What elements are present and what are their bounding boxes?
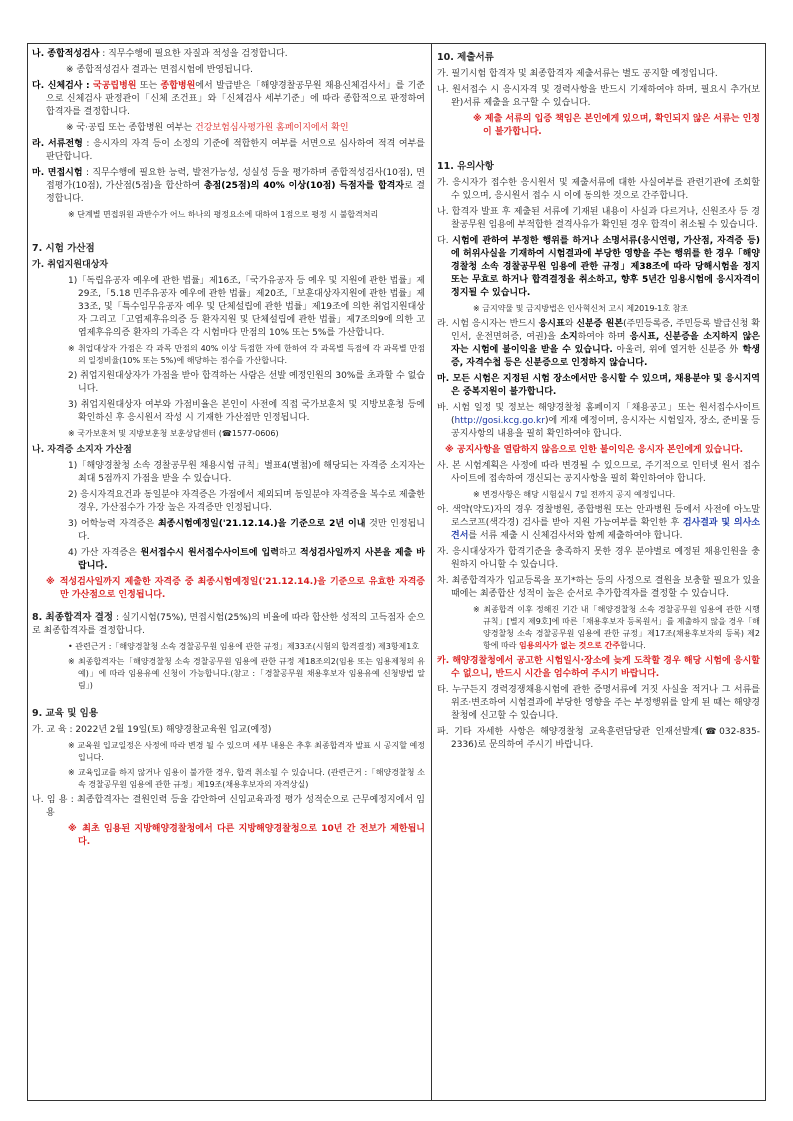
notice-sa-note: ※ 변경사항은 해당 시험실시 7일 전까지 공지 예정입니다.: [473, 490, 676, 499]
employment-support-item-2: 2) 취업지원대상자가 가점을 받아 합격하는 사람은 선발 예정인원의 30%를 초과할 수 없습니다.: [68, 371, 425, 394]
text: 또는: [136, 81, 161, 91]
text: 것만 인정됩니다.: [78, 519, 426, 542]
text: 다.: [437, 236, 453, 246]
veterans-center-note: ※ 국가보훈처 및 지방보훈청 보훈상담센터 (☎1577-0606): [68, 429, 279, 438]
text: 응시표: [538, 319, 565, 329]
aptitude-label: 나. 종합적성검사: [32, 49, 100, 59]
text: 소지: [560, 332, 578, 342]
text: 바. 시험 일정 및 정보는 해양경찰청 홈페이지「채용공고」또는 원서접수사이트(: [437, 403, 760, 426]
employment-support-item-1: 1)「독립유공자 예우에 관한 법률」제16조,「국가유공자 등 예우 및 지원에 관한 법률」제29조,「5.18 민주유공자 예우에 관한 법률」제20조,「보훈대상자지원에 관한 법률」제33조, 및「특수임무유공자 예우 및 단체설립에 관한 법률」제19조에 의한 취업지원대상자 그리고「고엽제후유의증 등 환자지원 및 단체설립에 관한 법률」제7조의9에 의한 고엽제후유의증 환자의 가족은 각 시험마다 만점의 10% 또는 5%를 가산합니다.: [68, 276, 425, 338]
submission-warning-note: ※ 제출 서류의 입증 책임은 본인에게 있으며, 확인되지 않은 서류는 인정이 불가합니다.: [473, 114, 760, 137]
employment-support-item-3: 3) 취업지원대상자 여부와 가점비율은 본인이 사전에 직접 국가보훈처 및 지방보훈청 등에 확인하신 후 응시원서 작성 시 기재한 가산점만 인정됩니다.: [68, 400, 425, 423]
hira-website-reference: 건강보험심사평가원 홈페이지에서 확인: [195, 123, 349, 133]
text: 신분증 원본: [576, 319, 624, 329]
text: 학생증, 자격수첩 등은 신분증으로 인정하지 않습니다.: [451, 345, 760, 368]
education-note-2: ※ 교육입교를 하지 않거나 임용이 불가한 경우, 합격 취소될 수 있습니다. (관련근거 :「해양경찰청 소속 경찰공무원 임용에 관한 규정」제19조(채용후보자의 자격상실): [68, 768, 425, 789]
notice-ra: [437, 318, 760, 370]
interview-label: 마. 면접시험: [32, 168, 83, 178]
notice-ba-warning: ※ 공지사항을 열람하지 않음으로 인한 불이익은 응시자 본인에게 있습니다.: [445, 445, 744, 455]
notice-da-note: ※ 금지약물 및 금지방법은 인사혁신처 고시 제2019-1호 참조: [473, 304, 689, 313]
right-column: [437, 48, 760, 755]
notice-sa: 사. 본 시험계획은 사정에 따라 변경될 수 있으므로, 주기적으로 인터넷 원서 접수사이트에 접속하여 갱신되는 공지사항을 필히 확인하여야 합니다.: [437, 461, 760, 484]
submission-item-ga: 가. 필기시험 합격자 및 최종합격자 제출서류는 별도 공지할 예정입니다.: [437, 69, 718, 79]
aptitude-text: : 직무수행에 필요한 자질과 적성을 검정합니다.: [99, 49, 288, 59]
section-aptitude-test: [32, 48, 425, 61]
final-pass-basis: • 관련근거 :「해양경찰청 소속 경찰공무원 임용에 관한 규정」제33조(시험의 합격결정) 제3항제1호: [68, 642, 420, 651]
final-pass-deferral-note: ※ 최종합격자는「해양경찰청 소속 경찰공무원 임용에 관한 규정 제18조의2(임용 또는 임용제청의 유예)」에 따라 임용유예 신청이 가능합니다.(참고 :「경찰공무원 채용후보자 임용유예 신청방법 알림」): [68, 657, 425, 690]
text: )에 게재 예정이며, 응시자는 시험일자, 장소, 준비물 등 공지사항의 내용을 필히 확인하여야 합니다.: [451, 416, 760, 439]
text: ※ 최종합격 이후 정해진 기간 내「해양경찰청 소속 경찰공무원 임용에 관한 시행규칙」[별지 제9호]에 따른「채용후보자 등록원서」를 제출하지 않을 경우「해양경찰청 소속 경찰공무원 임용에 관한 규정」제17조(채용후보자의 등록) 제2항에 따라: [473, 605, 760, 650]
text: 3) 어학능력 자격증은: [68, 519, 158, 529]
document-page: [27, 43, 766, 1101]
text: 에서 발급받은「해양경찰공무원 채용신체검사서」를 기준으로 신체검사 판정관이「신체 조건표」와「신체검사 세부기준」에 따라 종합적으로 판정하여 합격자를 결정합니다.: [46, 81, 425, 117]
text: 응시표, 신분증을 소지하지 않은 자는 시험에 불이익을 받을 수 있습니다.: [451, 332, 760, 355]
text: 시험에 관하여 부정한 행위를 하거나 소명서류(응시연령, 가산점, 자격증 등)에 허위사실을 기재하여 시험결과에 부당한 영향을 주는 행위를 한 경우「해양경찰청 소속 경찰공무원 임용에 관한 규정」제38조에 따라 당해시험을 정지 또는 무효로 하거나 합격결정을 취소하고, 향후 5년간 임용시험에 응시자격이 정지될 수 있습니다.: [451, 236, 760, 298]
notice-ka: 카. 해양경찰청에서 공고한 시험일시·장소에 늦게 도착할 경우 해당 시험에 응시할 수 없으니, 반드시 시간을 엄수하여 주시기 바랍니다.: [437, 656, 760, 679]
pass-criteria: 총점(25점)의 40% 이상(10점) 득점자를 합격자: [203, 181, 405, 191]
section-interview: [32, 167, 425, 206]
notice-ga: 가. 응시자가 접수한 응시원서 및 제출서류에 대한 사실여부를 관련기관에 조회할 수 있으며, 응시원서 접수 시 이에 동의한 것으로 간주합니다.: [437, 178, 760, 201]
transfer-restriction-note: ※ 최초 임용된 지방해양경찰청에서 다른 지방해양경찰청으로 10년 간 전보가 제한됩니다.: [68, 824, 425, 847]
text: ※ 국·공립 또는 종합병원 여부는: [66, 123, 196, 133]
language-cert-deadline: 최종시험예정일('21.12.14.)을 기준으로 2년 이내: [157, 519, 366, 529]
general-hospital-highlight: 종합병원: [160, 81, 196, 91]
notice-ta: 타. 누구든지 경력경쟁채용시험에 관한 증명서류에 거짓 사실을 적거나 그 서류를 위조·변조하여 시험결과에 부당한 영향을 주는 부정행위를 알게 된 때는 해양경찰청에 신고할 수 있습니다.: [437, 685, 760, 721]
column-divider: [431, 44, 432, 1100]
notice-a: [437, 504, 760, 543]
certificate-item-1: 1)「해양경찰청 소속 경찰공무원 채용시험 규칙」별표4(별첨)에 해당되는 자격증 소지자는 최대 5점까지 가점을 받을 수 있습니다.: [68, 461, 425, 484]
text: 임용의사가 없는 것으로 간주: [519, 641, 621, 650]
physical-exam-label: 다. 신체검사 :: [32, 81, 90, 91]
section-10-heading: 10. 제출서류: [437, 52, 494, 63]
aptitude-note: ※ 종합적성검사 결과는 면접시험에 반영됩니다.: [66, 65, 254, 75]
notice-ma: 마. 모든 시험은 지정된 시험 장소에서만 응시할 수 있으며, 채용분야 및 응시지역은 중복지원이 불가합니다.: [437, 374, 760, 397]
notice-pa: 파. 기타 자세한 사항은 해양경찰청 교육훈련담당관 인재선발계(☎032-835-2336)로 문의하여 주시기 바랍니다.: [437, 727, 760, 750]
notice-ba: [437, 402, 760, 441]
employment-support-heading: 가. 취업지원대상자: [32, 260, 109, 270]
notice-da: [437, 235, 760, 300]
notice-cha-note: [437, 604, 760, 652]
interview-note: ※ 단계별 면접위원 과반수가 어느 하나의 평정요소에 대하여 1점으로 평정 시 불합격처리: [68, 210, 379, 219]
spacing: [437, 142, 760, 154]
employment-support-note-1: ※ 취업대상자 가점은 각 과목 만점의 40% 이상 득점한 자에 한하여 각 과목별 득점에 각 과목별 만점의 일정비율(10% 또는 5%)에 해당하는 점수를 가산합니다.: [68, 344, 425, 365]
spacing: [32, 224, 425, 236]
section-11-heading: 11. 유의사항: [437, 161, 494, 172]
text: 하고: [278, 548, 301, 558]
appointment-text: 나. 임 용 : 최종합격자는 결원인력 등을 감안하여 신임교육과정 평가 성적순으로 근무예정지에서 임용: [32, 795, 425, 818]
text: (주민등록증, 주민등록 발급신청 확인서, 운전면허증, 여권)을: [451, 319, 761, 342]
text: 원서접수시 원서접수사이트에 입력: [140, 548, 279, 558]
certificate-item-4: [32, 547, 425, 573]
certificate-warning-note: ※ 적성검사일까지 제출한 자격증 중 최종시험예정일('21.12.14.)을 기준으로 유효한 자격증만 가산점으로 인정됩니다.: [46, 577, 425, 600]
recruitment-site-link[interactable]: http://gosi.kcg.go.kr: [454, 416, 545, 426]
text: 와: [564, 319, 577, 329]
text: 로 결정합니다.: [46, 181, 425, 204]
text: : 실기시험(75%), 면접시험(25%)의 비율에 따라 합산한 성적의 고득점자 순으로 최종합격자를 결정합니다.: [32, 613, 425, 636]
text: 합니다.: [620, 641, 646, 650]
text: 아. 색약(약도)자의 경우 경찰병원, 종합병원 또는 안과병원 등에서 사전에 아노말로스코프(색각경) 검사를 받아 지원 가능여부를 확인한 후: [437, 505, 760, 528]
document-screening-label: 라. 서류전형: [32, 139, 83, 149]
certificate-item-3: [32, 518, 425, 544]
notice-na: 나. 합격자 발표 후 제출된 서류에 기재된 내용이 사실과 다르거나, 신원조사 등 경찰공무원 임용에 부적합한 결격사유가 확인된 경우 합격이 취소될 수 있습니다.: [437, 207, 760, 230]
text: 4) 가산 자격증은: [68, 548, 141, 558]
notice-cha: 차. 최종합격자가 입교등록을 포기*하는 등의 사정으로 결원을 보충할 필요가 있을 때에는 최종합산 성적이 높은 순서로 추가합격자를 결정할 수 있습니다.: [437, 576, 760, 599]
section-8-final-pass: [32, 611, 425, 638]
spacing: [32, 695, 425, 701]
section-document-screening: [32, 138, 425, 164]
text: 적성검사일까지 사본을 제출 바랍니다.: [78, 548, 426, 571]
text: : 직무수행에 필요한 능력, 발전가능성, 성실성 등을 평가하며 종합적성검사(10점), 면접평가(10점), 가산점(5점)을 합산하여: [46, 168, 425, 191]
text: 아울러, 위에 열거한 신분증 外: [612, 345, 743, 355]
certificate-item-2: 2) 응시자격요건과 동일분야 자격증은 가점에서 제외되며 동일분야 자격증을 복수로 제출한 경우, 가산점수가 가장 높은 자격증만 인정됩니다.: [68, 490, 425, 513]
submission-item-na: 나. 원서접수 시 응시자격 및 경력사항을 반드시 기재하여야 하며, 필요시 추가(보완)서류 제출을 요구할 수 있습니다.: [437, 85, 760, 108]
certificate-bonus-heading: 나. 자격증 소지자 가산점: [32, 445, 132, 455]
section-7-heading: 7. 시험 가산점: [32, 243, 95, 254]
text: 라. 시험 응시자는 반드시: [437, 319, 539, 329]
section-9-heading: 9. 교육 및 임용: [32, 708, 99, 719]
physical-exam-note: [32, 122, 425, 135]
text: 하여야 하며: [577, 332, 630, 342]
color-test-documents: 검사결과 및 의사소견서: [451, 518, 760, 541]
education-note-1: ※ 교육원 입교일정은 사정에 따라 변경 될 수 있으며 세부 내용은 추후 최종합격자 발표 시 공지할 예정입니다.: [68, 741, 425, 762]
text: 를 서류 제출 시 신체검사서와 함께 제출하여야 합니다.: [468, 531, 683, 541]
left-column: [32, 48, 425, 852]
notice-ja: 자. 응시대상자가 합격기준을 충족하지 못한 경우 분야별로 예정된 채용인원을 충원하지 아니할 수 있습니다.: [437, 547, 760, 570]
education-schedule: 가. 교 육 : 2022년 2월 19일(토) 해양경찰교육원 입교(예정): [32, 725, 272, 735]
section-8-heading: 8. 최종합격자 결정: [32, 612, 114, 623]
section-physical-exam: [32, 80, 425, 119]
text: : 응시자의 자격 등이 소정의 기준에 적합한지 여부를 서면으로 심사하여 적격 여부를 판단합니다.: [46, 139, 425, 162]
public-hospital-highlight: 국공립병원: [93, 81, 137, 91]
